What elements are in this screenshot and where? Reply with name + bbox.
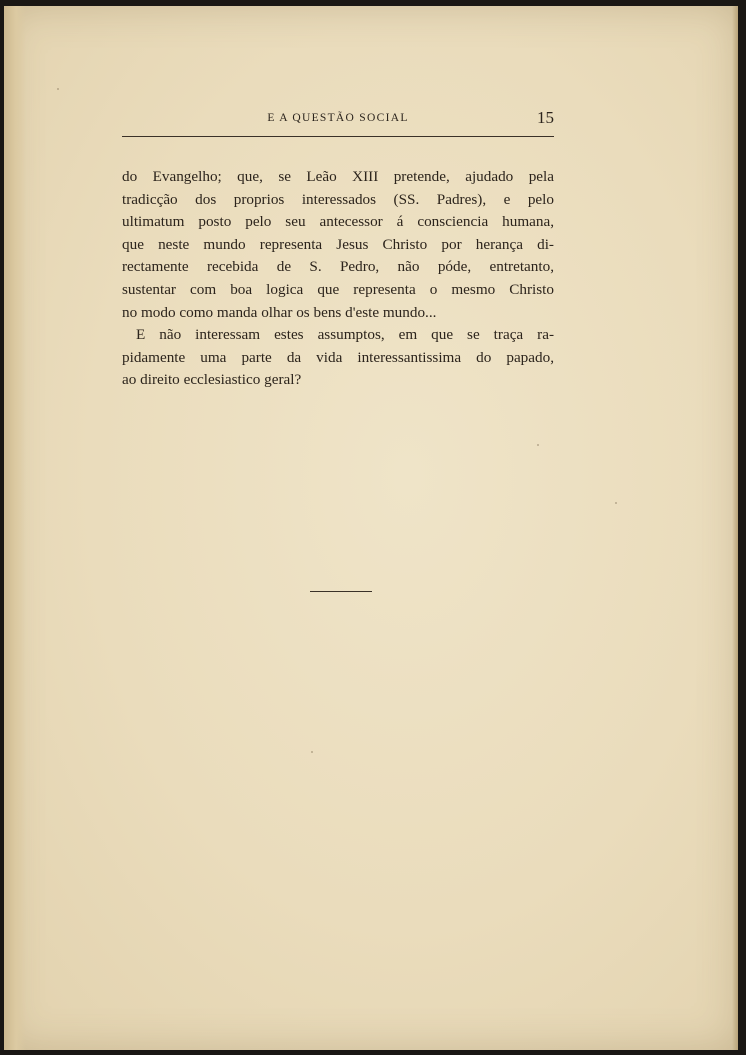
paper-speck [537, 444, 539, 446]
page-gutter-shadow [4, 6, 26, 1050]
paper-speck [57, 88, 59, 90]
text-line: que neste mundo representa Jesus Christo por herança di- [122, 235, 554, 253]
section-end-rule [310, 591, 372, 592]
running-header [122, 106, 554, 137]
book-page [4, 6, 738, 1050]
page-number: 15 [537, 108, 554, 127]
text-line: rectamente recebida de S. Pedro, não póde, entretanto, [122, 258, 554, 276]
text-line: tradicção dos proprios interessados (SS. Padres), e pelo [122, 190, 554, 208]
page-edge-shadow [732, 6, 738, 1050]
text-line: do Evangelho; que, se Leão XIII pretende, ajudado pela [122, 168, 554, 185]
text-line: sustentar com boa logica que representa o mesmo Christo [122, 280, 554, 298]
paper-speck [615, 502, 617, 504]
text-line: no modo como manda olhar os bens d'este mundo... [122, 303, 437, 321]
paper-speck [311, 751, 313, 753]
text-line: pidamente uma parte da vida interessantissima do papado, [122, 348, 554, 366]
running-head-title: E A QUESTÃO SOCIAL [267, 112, 409, 124]
text-line: E não interessam estes assumptos, em que se traça ra- [136, 326, 554, 344]
text-line: ultimatum posto pelo seu antecessor á consciencia humana, [122, 213, 554, 231]
text-line: ao direito ecclesiastico geral? [122, 371, 302, 389]
body-text [122, 166, 554, 392]
